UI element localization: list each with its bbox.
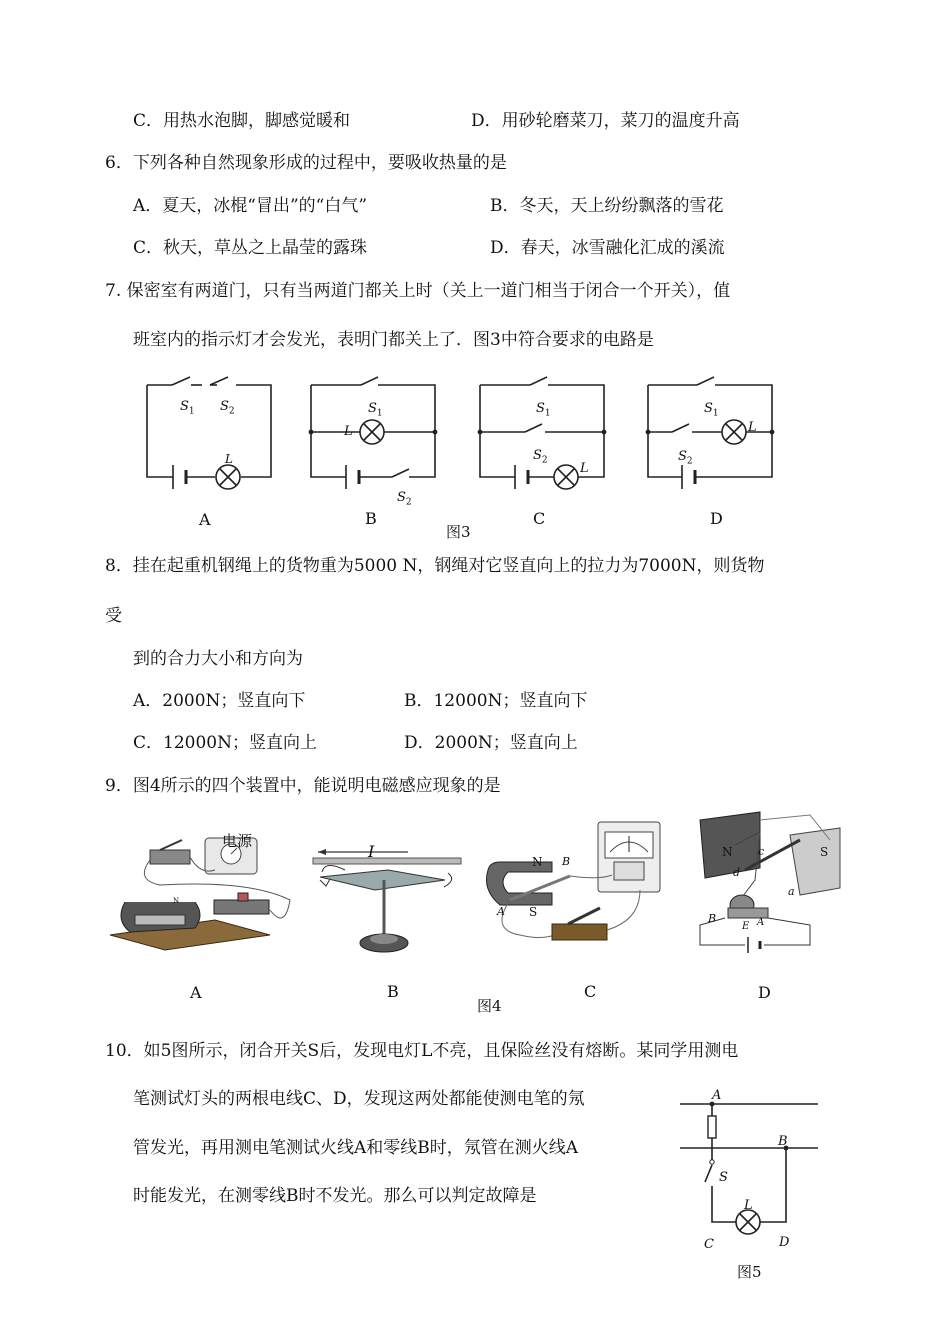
figure-3-caption: 图3 bbox=[446, 523, 471, 541]
q6-stem: 6．下列各种自然现象形成的过程中，要吸收热量的是 bbox=[105, 153, 507, 173]
circuit-b-lamp-label: L bbox=[344, 424, 353, 439]
q8-stem-line1: 8．挂在起重机钢绳上的货物重为5000 N，钢绳对它竖直向上的拉力为7000N，则货物 bbox=[105, 556, 765, 576]
circuit-d-s2-label: $S_2$ bbox=[678, 449, 693, 467]
device-c-point-b: B bbox=[562, 855, 571, 868]
circuit-d-s1-label: $S_1$ bbox=[704, 401, 719, 419]
q6-option-c: C．秋天，草丛之上晶莹的露珠 bbox=[133, 238, 368, 258]
fig5-label-l: L bbox=[744, 1198, 753, 1213]
device-d-point-e: E bbox=[742, 921, 750, 932]
circuit-a-label: A bbox=[199, 510, 211, 529]
device-c-label: C bbox=[584, 982, 597, 1001]
device-d-point-a: A bbox=[757, 917, 765, 928]
q5-option-c: C．用热水泡脚，脚感觉暖和 bbox=[133, 111, 351, 131]
q6-option-a: A．夏天，冰棍“冒出”的“白气” bbox=[133, 196, 368, 216]
device-d-point-b: B bbox=[708, 912, 717, 925]
device-b-label: B bbox=[387, 982, 399, 1001]
q5-option-d: D．用砂轮磨菜刀，菜刀的温度升高 bbox=[471, 111, 740, 131]
device-b-current-label: I bbox=[368, 842, 375, 861]
device-c-point-a: A bbox=[497, 905, 505, 918]
device-d-point-d: d bbox=[733, 866, 741, 879]
svg-text:N: N bbox=[173, 897, 180, 905]
circuit-a-s2-label: $S_2$ bbox=[220, 399, 235, 417]
q8-option-d: D．2000N；竖直向上 bbox=[404, 733, 578, 753]
circuit-b-label: B bbox=[365, 509, 377, 528]
device-d-label: D bbox=[758, 983, 771, 1002]
fig5-label-d: D bbox=[779, 1235, 790, 1250]
fig5-label-a: A bbox=[712, 1088, 722, 1103]
q10-stem-line1: 10．如5图所示，闭合开关S后，发现电灯L不亮，且保险丝没有熔断。某同学用测电 bbox=[105, 1041, 739, 1061]
q8-option-a: A．2000N；竖直向下 bbox=[133, 691, 306, 711]
q7-stem-line1: 7. 保密室有两道门，只有当两道门都关上时（关上一道门相当于闭合一个开关），值 bbox=[105, 281, 731, 301]
device-c-pole-s: S bbox=[529, 905, 538, 919]
device-d-point-c: c bbox=[758, 845, 765, 858]
q10-stem-line3: 管发光，再用测电笔测试火线A和零线B时，氖管在测火线A bbox=[133, 1138, 579, 1158]
device-a-power-label: 电源 bbox=[222, 832, 253, 850]
q8-stem-line3: 到的合力大小和方向为 bbox=[133, 649, 303, 669]
q8-stem-line2: 受 bbox=[105, 606, 122, 626]
q6-option-d: D．春天，冰雪融化汇成的溪流 bbox=[490, 238, 725, 258]
device-c-pole-n: N bbox=[532, 855, 543, 869]
q10-stem-line4: 时能发光，在测零线B时不发光。那么可以判定故障是 bbox=[133, 1186, 537, 1206]
device-d-pole-n: N bbox=[722, 845, 733, 859]
fig5-label-b: B bbox=[778, 1134, 788, 1149]
circuit-b-s2-label: $S_2$ bbox=[397, 490, 412, 508]
figure-5-caption: 图5 bbox=[737, 1263, 762, 1281]
circuit-c-s1-label: $S_1$ bbox=[536, 401, 551, 419]
q8-option-c: C．12000N；竖直向上 bbox=[133, 733, 317, 753]
circuit-c-s2-label: $S_2$ bbox=[533, 448, 548, 466]
circuit-d-label: D bbox=[710, 509, 723, 528]
q10-stem-line2: 笔测试灯头的两根电线C、D，发现这两处都能使测电笔的氖 bbox=[133, 1089, 585, 1109]
fig5-label-s: S bbox=[719, 1170, 728, 1185]
figure-4-caption: 图4 bbox=[477, 997, 502, 1015]
device-d-point-a-small: a bbox=[788, 885, 795, 898]
circuit-d-lamp-label: L bbox=[748, 420, 757, 435]
circuit-c-label: C bbox=[533, 509, 546, 528]
circuit-b-s1-label: $S_1$ bbox=[368, 401, 383, 419]
q9-stem: 9．图4所示的四个装置中，能说明电磁感应现象的是 bbox=[105, 776, 501, 796]
circuit-a-s1-label: $S_1$ bbox=[180, 399, 195, 417]
device-a-label: A bbox=[190, 983, 202, 1002]
circuit-a-lamp-label: L bbox=[225, 452, 233, 466]
q7-stem-line2: 班室内的指示灯才会发光，表明门都关上了．图3中符合要求的电路是 bbox=[133, 330, 654, 350]
q8-option-b: B．12000N；竖直向下 bbox=[404, 691, 588, 711]
device-d-pole-s: S bbox=[820, 845, 829, 859]
circuit-c-lamp-label: L bbox=[580, 461, 589, 476]
fig5-label-c: C bbox=[704, 1237, 714, 1252]
q6-option-b: B．冬天，天上纷纷飘落的雪花 bbox=[490, 196, 724, 216]
